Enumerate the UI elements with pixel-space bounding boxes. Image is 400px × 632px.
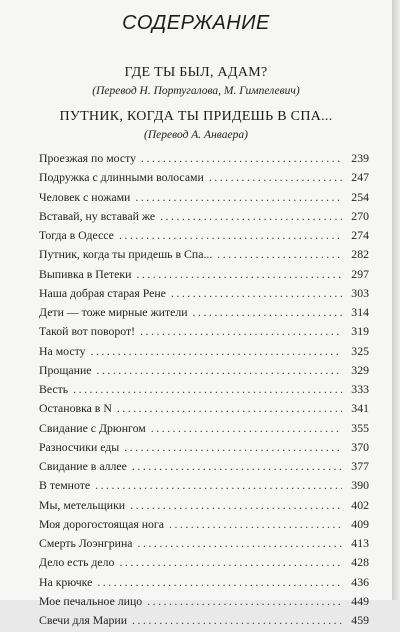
- toc-dot-leader: [97, 363, 343, 378]
- toc-entry-page: 325: [351, 343, 369, 358]
- toc-entry: [39, 286, 369, 305]
- toc-entry: [39, 498, 369, 517]
- toc-dot-leader: [119, 228, 342, 243]
- toc-entry: [39, 575, 369, 594]
- toc-dot-leader: [160, 209, 342, 224]
- toc-entry: [39, 190, 369, 209]
- toc-dot-leader: [119, 555, 342, 570]
- toc-entry: [39, 478, 369, 497]
- toc-entry-title: Свечи для Марии: [39, 613, 128, 627]
- section-title-adam: ГДЕ ТЫ БЫЛ, АДАМ?: [124, 65, 268, 80]
- toc-entry-page: 355: [351, 420, 369, 435]
- toc-dot-leader: [136, 267, 342, 282]
- toc-dot-leader: [217, 247, 342, 262]
- toc-entry-page: 314: [351, 305, 369, 319]
- toc-entry-title: Моя дорогостоящая нога: [39, 516, 164, 531]
- toc-entry-title: Человек с ножами: [39, 189, 131, 204]
- section-title-spa: ПУТНИК, КОГДА ТЫ ПРИДЕШЬ В СПА...: [59, 109, 333, 124]
- toc-dot-leader: [141, 151, 342, 166]
- toc-entry: [39, 247, 369, 266]
- toc-entry-page: 333: [351, 382, 369, 396]
- toc-entry: [39, 613, 369, 632]
- toc-entry: [39, 344, 369, 363]
- toc-entry-page: 341: [351, 401, 369, 416]
- table-of-contents: [39, 151, 369, 632]
- toc-entry-page: 239: [351, 151, 369, 165]
- toc-dot-leader: [91, 344, 343, 359]
- toc-entry-title: Тогда в Одессе: [39, 228, 114, 242]
- toc-entry: [39, 421, 369, 440]
- toc-dot-leader: [130, 498, 342, 513]
- toc-entry: [39, 305, 369, 324]
- toc-entry-page: 282: [351, 247, 369, 262]
- toc-entry-title: Смерть Лоэнгрина: [39, 536, 133, 550]
- toc-entry-page: 303: [351, 285, 369, 300]
- toc-dot-leader: [95, 478, 342, 493]
- page-title: СОДЕРЖАНИЕ: [122, 12, 270, 34]
- toc-entry: [39, 536, 369, 555]
- toc-entry: [39, 401, 369, 420]
- toc-entry-title: Мое печальное лицо: [39, 593, 143, 608]
- toc-dot-leader: [124, 440, 342, 455]
- toc-entry-title: Выпивка в Петеки: [39, 266, 132, 281]
- toc-entry: [39, 267, 369, 286]
- toc-dot-leader: [132, 459, 342, 474]
- toc-entry: [39, 382, 369, 401]
- toc-dot-leader: [138, 536, 342, 551]
- toc-entry-title: Проезжая по мосту: [39, 151, 137, 165]
- toc-entry-page: 370: [351, 439, 369, 454]
- toc-entry-page: 247: [351, 170, 369, 185]
- toc-dot-leader: [147, 594, 342, 609]
- toc-entry-title: Свидание с Дрюнгом: [39, 420, 146, 435]
- toc-entry-page: 413: [351, 536, 369, 550]
- toc-entry-title: Весть: [39, 382, 69, 396]
- toc-dot-leader: [132, 613, 342, 628]
- toc-entry-page: 402: [351, 497, 369, 512]
- toc-dot-leader: [209, 170, 342, 185]
- toc-entry-page: 409: [351, 516, 369, 531]
- toc-entry: [39, 517, 369, 536]
- toc-dot-leader: [97, 575, 342, 590]
- toc-entry-title: На крючке: [39, 574, 93, 589]
- toc-entry-title: Путник, когда ты придешь в Спа...: [39, 247, 213, 262]
- toc-entry: [39, 324, 369, 343]
- toc-entry: [39, 209, 369, 228]
- toc-entry-title: Дело есть дело: [39, 555, 115, 570]
- toc-entry-page: 377: [351, 459, 369, 473]
- toc-entry-page: 390: [351, 478, 369, 493]
- toc-entry-page: 449: [351, 593, 369, 608]
- toc-entry-title: Подружка с длинными волосами: [39, 170, 204, 185]
- toc-entry-title: На мосту: [39, 343, 86, 358]
- toc-dot-leader: [117, 401, 342, 416]
- toc-entry-page: 254: [351, 189, 369, 204]
- toc-entry: [39, 555, 369, 574]
- toc-entry-page: 270: [351, 208, 369, 223]
- toc-entry: [39, 363, 369, 382]
- toc-dot-leader: [73, 382, 342, 397]
- toc-entry-title: Наша добрая старая Рене: [39, 285, 166, 300]
- toc-dot-leader: [135, 190, 342, 205]
- toc-entry-page: 428: [351, 555, 369, 570]
- toc-dot-leader: [171, 286, 342, 301]
- toc-dot-leader: [193, 305, 342, 320]
- toc-entry-title: Остановка в N: [39, 401, 112, 416]
- toc-dot-leader: [140, 324, 342, 339]
- toc-entry: [39, 594, 369, 613]
- toc-entry: [39, 170, 369, 189]
- page-edge-shadow: [392, 0, 400, 600]
- toc-entry-page: 459: [351, 613, 369, 627]
- toc-entry-title: Вставай, ну вставай же: [39, 208, 156, 223]
- toc-entry: [39, 440, 369, 459]
- toc-dot-leader: [169, 517, 342, 532]
- toc-entry-title: Разносчики еды: [39, 439, 120, 454]
- toc-entry: [39, 151, 369, 170]
- toc-entry-page: 274: [351, 228, 369, 242]
- toc-entry: [39, 228, 369, 247]
- toc-dot-leader: [151, 421, 342, 436]
- toc-entry-title: Свидание в аллее: [39, 459, 127, 473]
- section-subtitle-spa: (Перевод А. Анвaера): [144, 129, 248, 141]
- toc-entry-title: В темноте: [39, 478, 91, 493]
- toc-entry-page: 436: [351, 574, 369, 589]
- toc-entry-title: Прощание: [39, 362, 92, 377]
- toc-entry-page: 297: [351, 266, 369, 281]
- toc-entry: [39, 459, 369, 478]
- toc-entry-page: 319: [351, 324, 369, 339]
- toc-entry-title: Дети — тоже мирные жители: [39, 305, 188, 319]
- toc-entry-title: Мы, метельщики: [39, 497, 126, 512]
- section-subtitle-adam: (Перевод Н. Португалова, М. Гимпелевич): [92, 85, 300, 97]
- toc-entry-title: Такой вот поворот!: [39, 324, 136, 339]
- toc-entry-page: 329: [351, 362, 369, 377]
